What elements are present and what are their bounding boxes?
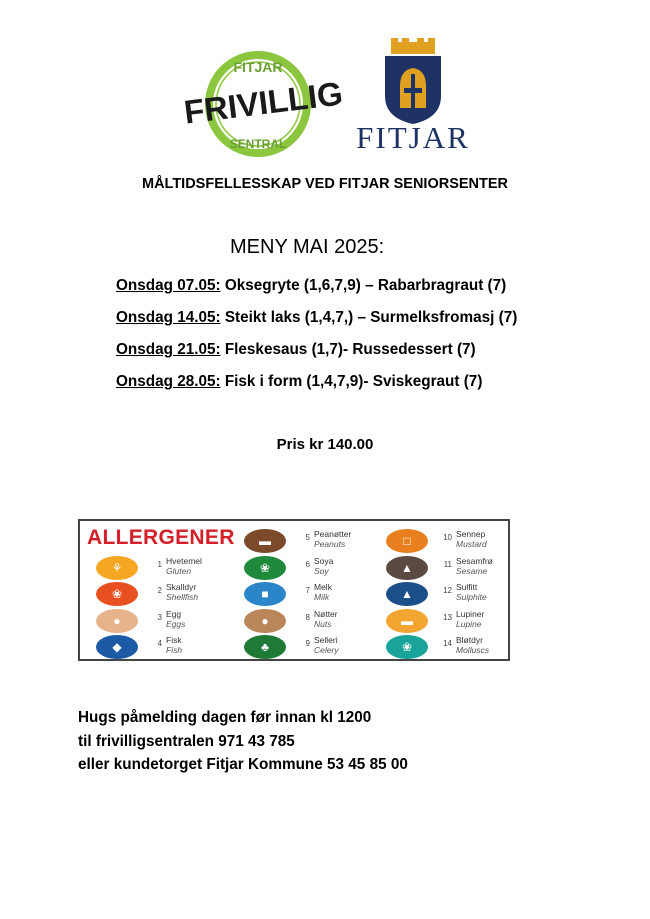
allergen-number: 4: [157, 639, 162, 648]
nut-icon: ●: [244, 609, 286, 633]
allergen-number: 3: [157, 612, 162, 622]
signup-line: Hugs påmelding dagen før innan kl 1200: [78, 709, 372, 726]
menu-date: Onsdag 07.05:: [116, 277, 221, 294]
allergen-name-en: Lupine: [456, 618, 482, 629]
allergen-item: [96, 609, 226, 633]
allergen-label: [456, 556, 493, 576]
allergen-name-en: Milk: [314, 592, 330, 602]
menu-list: [116, 277, 586, 405]
frivillig-sentral-logo: [168, 48, 360, 160]
allergen-name-en: Gluten: [166, 565, 192, 576]
menu-item: [116, 309, 586, 341]
menu-item: [116, 341, 586, 373]
allergen-name-no: Lupiner: [456, 608, 485, 619]
sesame-icon: ▲: [386, 556, 428, 580]
fitjar-logo-text: FITJAR: [356, 120, 470, 155]
wheat-icon: ⚘: [96, 556, 138, 580]
allergen-name-en: Mustard: [456, 539, 487, 549]
allergen-name-no: Sulfitt: [456, 582, 478, 592]
allergen-item: [386, 635, 516, 659]
menu-item: [116, 277, 586, 309]
mollusc-icon: ❀: [386, 635, 428, 659]
allergen-name-no: Melk: [314, 582, 332, 592]
allergen-label: [456, 582, 487, 602]
allergen-name-no: Soya: [314, 555, 334, 566]
signup-info: [78, 706, 408, 777]
allergen-name-no: Skalldyr: [166, 582, 197, 592]
allergen-name-no: Nøtter: [314, 608, 338, 619]
allergen-label: [314, 609, 338, 629]
allergen-name-en: Soy: [314, 565, 329, 576]
allergen-name-en: Fish: [166, 645, 183, 655]
allergen-label: [456, 609, 484, 629]
allergen-item: [386, 609, 516, 633]
allergen-table: [78, 519, 510, 661]
organization-title: MÅLTIDSFELLESSKAP VED FITJAR SENIORSENTER: [141, 176, 509, 192]
signup-line: eller kundetorget Fitjar Kommune 53 45 85 00: [78, 756, 408, 773]
allergen-name-en: Shellfish: [166, 592, 199, 602]
allergen-number: 1: [157, 559, 162, 569]
milk-icon: ■: [244, 582, 286, 606]
allergen-name-no: Bløtdyr: [456, 635, 483, 645]
sulphite-icon: ▲: [386, 582, 428, 606]
menu-dish: Fisk i form (1,4,7,9)- Sviskegraut (7): [220, 373, 483, 390]
allergen-item: [244, 609, 374, 633]
signup-line: til frivilligsentralen 971 43 785: [78, 732, 295, 750]
lupine-icon: ▬: [386, 609, 428, 633]
allergen-title: ALLERGENER: [87, 526, 235, 549]
allergen-label: [166, 582, 198, 602]
soy-icon: ❀: [244, 556, 286, 580]
menu-date: Onsdag 21.05:: [116, 341, 221, 358]
allergen-number: 2: [157, 586, 162, 595]
allergen-item: [96, 635, 226, 659]
allergen-name-en: Celery: [314, 645, 339, 655]
allergen-item: [244, 529, 374, 553]
celery-icon: ♣: [244, 635, 286, 659]
menu-title: MENY MAI 2025:: [230, 236, 385, 258]
allergen-label: [166, 609, 185, 629]
menu-item: [116, 373, 586, 405]
allergen-item: [244, 556, 374, 580]
allergen-name-no: Fisk: [166, 635, 182, 645]
allergen-number: 9: [305, 639, 310, 648]
allergen-label: [314, 529, 351, 549]
allergen-name-en: Sulphite: [456, 592, 487, 602]
allergen-item: [96, 556, 226, 580]
allergen-name-no: Sesamfrø: [456, 555, 493, 566]
mustard-icon: □: [386, 529, 428, 553]
allergen-name-no: Sennep: [456, 529, 486, 539]
allergen-item: [96, 582, 226, 606]
allergen-item: [244, 582, 374, 606]
price: Pris kr 140.00: [276, 436, 374, 453]
allergen-number: 7: [305, 586, 310, 595]
allergen-label: [166, 635, 182, 655]
allergen-name-en: Peanuts: [314, 539, 346, 549]
menu-date: Onsdag 14.05:: [116, 309, 221, 326]
allergen-number: 8: [305, 612, 310, 622]
allergen-name-no: Selleri: [314, 635, 338, 645]
allergen-item: [244, 635, 374, 659]
menu-dish: Steikt laks (1,4,7,) – Surmelksfromasj (7): [220, 309, 518, 326]
svg-text:FITJAR: FITJAR: [233, 59, 283, 75]
allergen-name-en: Eggs: [166, 618, 186, 629]
allergen-name-no: Egg: [166, 608, 182, 619]
allergen-number: 13: [443, 612, 452, 622]
lobster-icon: ❀: [96, 582, 138, 606]
menu-date: Onsdag 28.05:: [116, 373, 221, 390]
allergen-item: [386, 529, 516, 553]
allergen-number: 11: [443, 559, 452, 569]
allergen-label: [456, 529, 487, 549]
allergen-name-no: Hvetemel: [166, 555, 202, 566]
allergen-number: 12: [443, 586, 452, 595]
allergen-label: [314, 556, 333, 576]
allergen-number: 5: [305, 533, 310, 542]
allergen-item: [386, 556, 516, 580]
menu-dish: Oksegryte (1,6,7,9) – Rabarbragraut (7): [220, 277, 507, 294]
allergen-name-en: Sesame: [456, 565, 488, 576]
allergen-name-no: Peanøtter: [314, 529, 352, 539]
svg-text:SENTRAL: SENTRAL: [229, 137, 287, 151]
svg-text:FRIVILLIG: FRIVILLIG: [181, 74, 345, 131]
fish-icon: ◆: [96, 635, 138, 659]
allergen-name-en: Molluscs: [456, 645, 490, 655]
allergen-number: 6: [305, 559, 310, 569]
allergen-number: 14: [443, 639, 452, 648]
allergen-name-en: Nuts: [314, 618, 332, 629]
egg-icon: ●: [96, 609, 138, 633]
allergen-label: [314, 582, 332, 602]
allergen-item: [386, 582, 516, 606]
allergen-label: [314, 635, 339, 655]
allergen-label: [456, 635, 489, 655]
allergen-number: 10: [443, 533, 452, 542]
menu-dish: Fleskesaus (1,7)- Russedessert (7): [220, 341, 476, 358]
allergen-label: [166, 556, 202, 576]
peanut-icon: ▬: [244, 529, 286, 553]
